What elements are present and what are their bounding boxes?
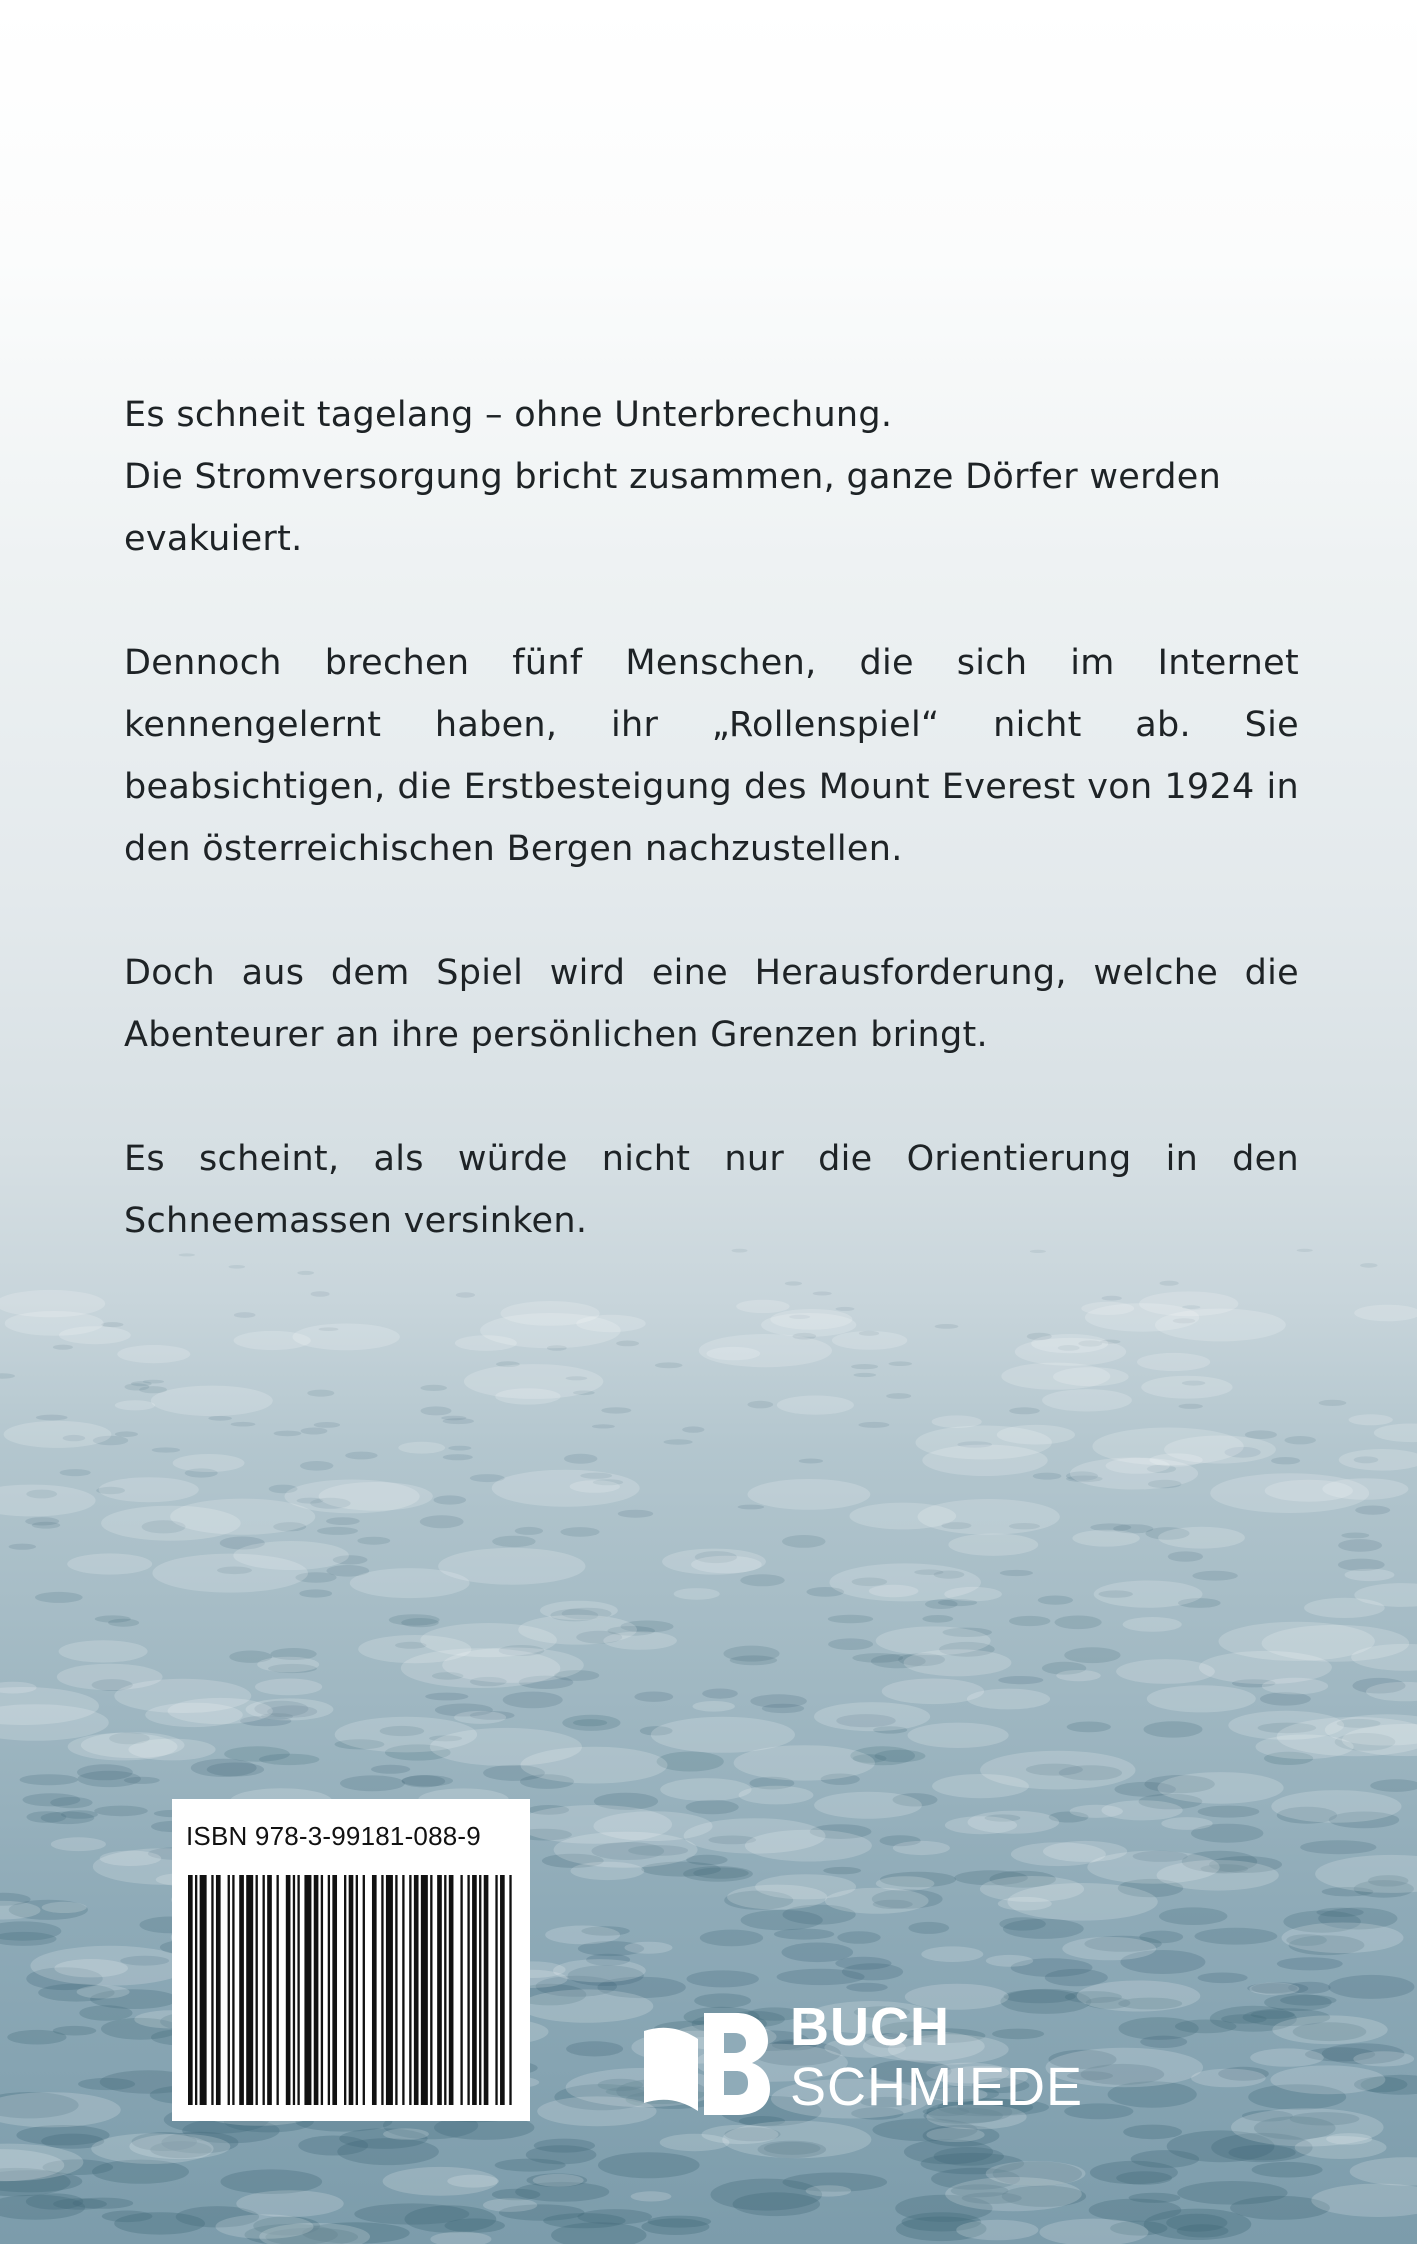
blurb-text — [124, 384, 1299, 1314]
blurb-paragraph-1 — [124, 384, 1299, 570]
blurb-line: Es schneit tagelang – ohne Unterbrechung. — [124, 395, 893, 435]
publisher-name-line-2: SCHMIEDE — [790, 2057, 1084, 2117]
publisher-logo — [640, 1995, 1100, 2125]
blurb-line: Die Stromversorgung bricht zusammen, ganze Dörfer werden evakuiert. — [124, 457, 1222, 559]
book-icon — [640, 2007, 772, 2119]
isbn-number: ISBN 978-3-99181-088-9 — [186, 1821, 481, 1851]
isbn-barcode-box — [172, 1799, 530, 2121]
blurb-paragraph-3: Doch aus dem Spiel wird eine Herausforderung, welche die Abenteurer an ihre persönlichen Grenzen bringt. — [124, 953, 1299, 1055]
blurb-paragraph-4: Es scheint, als würde nicht nur die Orientierung in den Schneemassen versinken. — [124, 1139, 1299, 1241]
barcode — [188, 1875, 514, 2105]
publisher-name-line-1: BUCH — [790, 1997, 950, 2057]
blurb-paragraph-2: Dennoch brechen fünf Menschen, die sich im Internet kennengelernt haben, ihr „Rollenspiel“ nicht ab. Sie beabsichtigen, die Erstbesteigung des Mount Everest von 1924 in den österreichischen Bergen nachzustellen. — [124, 643, 1299, 869]
